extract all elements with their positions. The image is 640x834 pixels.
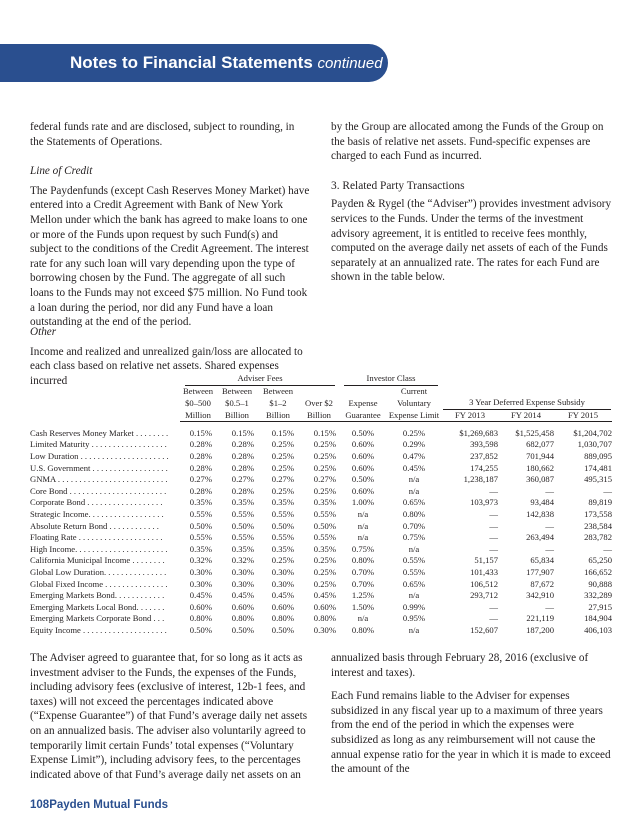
group-adviser-label: Adviser Fees xyxy=(185,373,335,386)
table-cell: 0.15% xyxy=(231,427,254,438)
table-cell: 174,481 xyxy=(584,462,612,473)
table-cell: 0.55% xyxy=(402,555,426,566)
table-cell: 0.45% xyxy=(231,590,254,601)
table-cell: — xyxy=(545,601,554,612)
paragraph-liability: Each Fund remains liable to the Adviser for expenses subsidized in any fiscal year up to a maximum of three years from the end of the period in which the expenses were subsidized as long as any reimbursement will not cause the annual expense ratio for the year in which it is made to exceed the amount of the xyxy=(331,690,611,776)
table-cell: 0.80% xyxy=(351,624,375,635)
col-header: Expense xyxy=(348,398,378,409)
table-cell: 0.65% xyxy=(402,578,426,589)
table-cell: 187,200 xyxy=(526,624,554,635)
table-cell: 682,077 xyxy=(526,439,554,450)
table-cell: — xyxy=(545,543,554,554)
table-cell: 0.32% xyxy=(231,555,254,566)
table-cell: 0.30% xyxy=(313,624,336,635)
table-cell: n/a xyxy=(408,485,420,496)
fund-name-cell: Floating Rate . . . . . . . . . . . . . . . . . . . . xyxy=(30,532,163,543)
table-cell: 0.60% xyxy=(351,485,375,496)
table-cell: 0.25% xyxy=(271,462,294,473)
table-cell: 0.50% xyxy=(351,427,375,438)
table-cell: — xyxy=(489,613,498,624)
table-cell: 0.29% xyxy=(402,439,426,450)
table-cell: n/a xyxy=(357,532,369,543)
table-cell: 701,944 xyxy=(526,451,554,462)
table-cell: 180,662 xyxy=(526,462,554,473)
table-cell: 0.27% xyxy=(271,474,294,485)
fund-name-cell: Cash Reserves Money Market . . . . . . . . xyxy=(30,427,169,438)
table-cell: 0.45% xyxy=(402,462,426,473)
table-cell: 0.25% xyxy=(313,485,336,496)
table-row xyxy=(30,567,612,579)
table-row xyxy=(30,474,612,486)
table-cell: $1,204,702 xyxy=(573,427,612,438)
table-cell: 0.28% xyxy=(189,451,212,462)
table-cell: 0.30% xyxy=(231,567,254,577)
footer-title: Payden Mutual Funds xyxy=(49,799,169,811)
left-column-bottom xyxy=(30,651,310,782)
table-cell: 0.75% xyxy=(402,532,426,543)
table-cell: 0.80% xyxy=(351,555,375,566)
col-header: Guarantee xyxy=(340,410,386,422)
fund-name-cell: Emerging Markets Corporate Bond . . . xyxy=(30,613,165,624)
table-col-header-row-1 xyxy=(30,386,612,398)
table-cell: 0.60% xyxy=(351,462,375,473)
table-cell: 221,119 xyxy=(526,613,554,624)
table-cell: 0.28% xyxy=(231,451,254,462)
table-cell: 0.28% xyxy=(231,439,254,450)
table-cell: 0.80% xyxy=(313,613,336,624)
table-cell: — xyxy=(545,485,554,496)
table-cell: 0.50% xyxy=(231,624,254,635)
header-banner xyxy=(0,44,388,82)
fund-name-cell: Global Low Duration. . . . . . . . . . . . . . . xyxy=(30,567,167,577)
table-cell: 0.45% xyxy=(313,590,336,601)
table-col-header-row-2 xyxy=(30,397,612,410)
table-cell: 1,030,707 xyxy=(577,439,612,450)
table-cell: 1,238,187 xyxy=(463,474,498,485)
table-cell: — xyxy=(603,485,612,496)
table-cell: 1.50% xyxy=(351,601,375,612)
table-cell: 166,652 xyxy=(584,567,612,577)
table-cell: 293,712 xyxy=(470,590,498,601)
table-cell: — xyxy=(545,520,554,531)
table-cell: 0.30% xyxy=(271,578,294,589)
table-cell: 93,484 xyxy=(530,497,554,508)
table-cell: 106,512 xyxy=(470,578,498,589)
table-cell: n/a xyxy=(408,590,420,601)
table-cell: 0.15% xyxy=(189,427,212,438)
table-cell: — xyxy=(489,520,498,531)
table-cell: 0.55% xyxy=(313,532,336,543)
left-column-top xyxy=(30,120,310,330)
table-row xyxy=(30,602,612,614)
table-cell: n/a xyxy=(408,543,420,554)
fund-name-cell: Strategic Income. . . . . . . . . . . . . . . . . . xyxy=(30,509,164,520)
fund-name-cell: High Income. . . . . . . . . . . . . . . . . . . . . . xyxy=(30,543,168,554)
paragraph-annualized: annualized basis through February 28, 2016 (exclusive of interest and taxes). xyxy=(331,652,589,679)
fund-name-cell: GNMA . . . . . . . . . . . . . . . . . . . . . . . . . . xyxy=(30,474,168,485)
table-cell: 342,910 xyxy=(526,590,554,601)
group-investor-label: Investor Class xyxy=(344,373,438,386)
page-number: 108 xyxy=(30,799,50,811)
table-row xyxy=(30,579,612,591)
table-cell: 0.50% xyxy=(189,520,212,531)
table-cell: 0.80% xyxy=(402,509,426,520)
table-row xyxy=(30,509,612,521)
table-cell: 0.35% xyxy=(231,543,254,554)
table-cell: 65,834 xyxy=(530,555,554,566)
table-cell: 0.50% xyxy=(189,624,212,635)
table-cell: 0.30% xyxy=(271,567,294,577)
table-col-header-row-3 xyxy=(30,410,612,422)
table-cell: 237,852 xyxy=(470,451,498,462)
fee-table xyxy=(30,373,612,637)
fund-name-cell: Limited Maturity . . . . . . . . . . . . . . . . . . xyxy=(30,439,167,450)
table-cell: 0.45% xyxy=(189,590,212,601)
table-cell: 0.80% xyxy=(189,613,212,624)
col-header: $0.5–1 xyxy=(225,398,249,409)
table-cell: 0.28% xyxy=(189,485,212,496)
table-cell: 0.55% xyxy=(271,509,294,520)
table-cell: 0.80% xyxy=(231,613,254,624)
table-cell: 0.25% xyxy=(313,451,336,462)
table-cell: 89,819 xyxy=(588,497,612,508)
fund-name-cell: Absolute Return Bond . . . . . . . . . . . . xyxy=(30,520,159,531)
table-cell: 0.35% xyxy=(189,543,212,554)
heading-line-of-credit: Line of Credit xyxy=(30,165,93,178)
table-cell: 0.35% xyxy=(271,543,294,554)
table-cell: 0.25% xyxy=(313,567,336,577)
table-cell: 0.45% xyxy=(271,590,294,601)
table-cell: 101,433 xyxy=(470,567,498,577)
table-row xyxy=(30,521,612,533)
table-cell: 0.60% xyxy=(271,601,294,612)
title-continued: continued xyxy=(317,55,383,72)
table-cell: 142,838 xyxy=(526,509,554,520)
paragraph-expense-guarantee: The Adviser agreed to guarantee that, for so long as it acts as investment adviser to the Funds, the expenses of the Funds, including advisory fees (exclusive of interest, 12b-1 fees, and taxes) will not exceed the percentages indicated above (“Expense Guarantee”) of that Fund’s average daily net assets on an annualized basis. The adviser also voluntarily agreed to temporarily limit certain Funds’ total expenses (“Voluntary Expense Limit”), including advisory fees, to the percentages indicated above of that Fund’s average daily net assets on an xyxy=(30,652,308,781)
table-cell: — xyxy=(489,543,498,554)
table-cell: 0.25% xyxy=(402,427,426,438)
table-cell: 174,255 xyxy=(470,462,498,473)
table-cell: 0.25% xyxy=(271,555,294,566)
table-cell: — xyxy=(489,509,498,520)
table-cell: — xyxy=(489,532,498,543)
table-row xyxy=(30,428,612,440)
table-cell: 0.60% xyxy=(351,451,375,462)
col-header: Between xyxy=(262,385,294,396)
table-row xyxy=(30,555,612,567)
table-cell: $1,525,458 xyxy=(515,427,554,438)
table-cell: 0.27% xyxy=(189,474,212,485)
fund-name-cell: Emerging Markets Local Bond. . . . . . . xyxy=(30,601,165,612)
table-cell: 0.55% xyxy=(271,532,294,543)
table-cell: 0.60% xyxy=(351,439,375,450)
table-cell: 27,915 xyxy=(588,601,612,612)
table-cell: 238,584 xyxy=(584,520,612,531)
table-cell: 0.27% xyxy=(231,474,254,485)
table-cell: 87,672 xyxy=(530,578,554,589)
table-cell: 0.35% xyxy=(313,543,336,554)
table-cell: — xyxy=(489,485,498,496)
paragraph-related-party: Payden & Rygel (the “Adviser”) provides investment advisory services to the Funds. Under the terms of the investment advisory agreement, it is entitled to receive fees monthly, computed on the average daily net assets of each of the Funds separately at an annualized rate. The rates for each Fund are shown in the table below. xyxy=(331,198,612,284)
col-header: FY 2013 xyxy=(442,410,498,422)
table-row xyxy=(30,497,612,509)
table-cell: 495,315 xyxy=(584,474,612,485)
table-cell: 0.65% xyxy=(402,497,426,508)
table-cell: 0.55% xyxy=(189,532,212,543)
table-cell: 103,973 xyxy=(470,497,498,508)
table-cell: 0.99% xyxy=(402,601,426,612)
table-cell: 0.55% xyxy=(402,567,426,577)
col-header: Between xyxy=(182,385,214,396)
table-cell: 406,103 xyxy=(584,624,612,635)
table-cell: 889,095 xyxy=(584,451,612,462)
table-cell: 0.70% xyxy=(402,520,426,531)
table-cell: 0.28% xyxy=(231,462,254,473)
table-cell: 0.25% xyxy=(271,439,294,450)
table-row xyxy=(30,625,612,637)
table-cell: 65,250 xyxy=(588,555,612,566)
col-header: Billion xyxy=(298,410,340,422)
table-cell: 0.35% xyxy=(313,497,336,508)
table-cell: 0.15% xyxy=(313,427,336,438)
table-cell: 0.25% xyxy=(313,578,336,589)
table-cell: 184,904 xyxy=(584,613,612,624)
col-header: $0–500 xyxy=(185,398,211,409)
table-row xyxy=(30,486,612,498)
page-footer xyxy=(30,799,168,811)
table-cell: 0.80% xyxy=(271,613,294,624)
paragraph-other: Income and realized and unrealized gain/loss are allocated to each class based on relative net assets. Shared expenses incurred xyxy=(30,345,303,387)
group-header-deferred xyxy=(442,397,612,410)
group-header-adviser xyxy=(180,373,340,386)
paragraph-line-of-credit: The Paydenfunds (except Cash Reserves Money Market) have entered into a Credit Agreement with Bank of New York Mellon under which the bank has agreed to make loans to one or more of the Funds upon request by such Fund(s) and subject to the conditions of the Credit Agreement. The interest rate for any such loan will vary depending upon the type of borrowing chosen by the Fund. The aggregate of all such loans to the Funds may not exceed $75 million. No Fund took a loan during the period, nor did any Fund have a loan outstanding at the end of the period. xyxy=(30,184,310,329)
table-cell: 0.55% xyxy=(231,532,254,543)
table-cell: 0.47% xyxy=(402,451,426,462)
table-row xyxy=(30,613,612,625)
table-cell: 0.28% xyxy=(189,462,212,473)
table-row xyxy=(30,463,612,475)
table-cell: 283,782 xyxy=(584,532,612,543)
group-header-investor xyxy=(340,373,442,386)
table-cell: 0.55% xyxy=(189,509,212,520)
table-cell: 0.30% xyxy=(231,578,254,589)
col-header: Expense Limit xyxy=(386,410,442,422)
table-cell: 0.50% xyxy=(351,474,375,485)
col-header: FY 2014 xyxy=(498,410,554,422)
paragraph-intro: federal funds rate and are disclosed, subject to rounding, in the Statements of Operations. xyxy=(30,121,295,148)
fund-name-cell: U.S. Government . . . . . . . . . . . . . . . . . . xyxy=(30,462,168,473)
fund-name-cell: Core Bond . . . . . . . . . . . . . . . . . . . . . . . xyxy=(30,485,167,496)
fund-name-cell: Low Duration . . . . . . . . . . . . . . . . . . . . . xyxy=(30,451,169,462)
table-cell: — xyxy=(603,543,612,554)
heading-other: Other xyxy=(30,326,57,338)
table-cell: 0.35% xyxy=(271,497,294,508)
table-cell: 0.95% xyxy=(402,613,426,624)
right-column-bottom xyxy=(331,651,613,777)
table-cell: 0.50% xyxy=(271,520,294,531)
table-cell: 0.60% xyxy=(313,601,336,612)
table-cell: 0.55% xyxy=(231,509,254,520)
fund-name-cell: Global Fixed Income . . . . . . . . . . . . . . . xyxy=(30,578,168,589)
page-title xyxy=(70,53,383,73)
table-cell: 1.00% xyxy=(351,497,375,508)
table-cell: 0.28% xyxy=(189,439,212,450)
fund-name-cell: Emerging Markets Bond. . . . . . . . . . . . xyxy=(30,590,165,601)
table-cell: n/a xyxy=(357,509,369,520)
table-cell: 360,087 xyxy=(526,474,554,485)
table-cell: 0.50% xyxy=(271,624,294,635)
col-header: Over $2 xyxy=(305,398,333,409)
table-cell: 0.25% xyxy=(313,439,336,450)
col-header: Between xyxy=(221,385,253,396)
col-header: Billion xyxy=(258,410,298,422)
table-cell: 0.70% xyxy=(351,578,375,589)
group-deferred-label: 3 Year Deferred Expense Subsidy xyxy=(443,397,611,410)
table-cell: 0.60% xyxy=(231,601,254,612)
table-cell: 177,907 xyxy=(526,567,554,577)
table-body xyxy=(30,428,612,637)
table-cell: 0.25% xyxy=(313,555,336,566)
col-header: Million xyxy=(180,410,216,422)
table-cell: $1,269,683 xyxy=(459,427,498,438)
fund-name-cell: Equity Income . . . . . . . . . . . . . . . . . . . . xyxy=(30,624,167,635)
table-cell: 0.25% xyxy=(271,451,294,462)
table-cell: 263,494 xyxy=(526,532,554,543)
table-cell: 173,558 xyxy=(584,509,612,520)
table-cell: 0.50% xyxy=(313,520,336,531)
col-header: Voluntary xyxy=(397,398,431,409)
table-cell: 0.35% xyxy=(189,497,212,508)
col-header: Current xyxy=(400,385,428,396)
table-cell: 332,289 xyxy=(584,590,612,601)
table-cell: 0.25% xyxy=(271,485,294,496)
table-cell: 1.25% xyxy=(351,590,375,601)
table-cell: n/a xyxy=(408,624,420,635)
table-cell: 152,607 xyxy=(470,624,498,635)
table-cell: 0.35% xyxy=(231,497,254,508)
table-cell: n/a xyxy=(408,474,420,485)
table-cell: 0.25% xyxy=(313,462,336,473)
table-row xyxy=(30,532,612,544)
table-cell: 0.75% xyxy=(351,543,375,554)
col-header: FY 2015 xyxy=(554,410,612,422)
col-header: Billion xyxy=(216,410,258,422)
table-cell: 0.32% xyxy=(189,555,212,566)
table-cell: 0.15% xyxy=(271,427,294,438)
table-row xyxy=(30,451,612,463)
table-cell: n/a xyxy=(357,613,369,624)
heading-related-party: 3. Related Party Transactions xyxy=(331,179,465,192)
table-row xyxy=(30,590,612,602)
table-cell: 0.30% xyxy=(189,567,212,577)
col-header: $1–2 xyxy=(269,398,287,409)
paragraph-right-intro: by the Group are allocated among the Funds of the Group on the basis of relative net assets. Fund-specific expenses are charged to each Fund as incurred. xyxy=(331,121,604,163)
table-cell: n/a xyxy=(357,520,369,531)
fund-name-cell: Corporate Bond . . . . . . . . . . . . . . . . . . xyxy=(30,497,163,508)
table-cell: 0.55% xyxy=(313,509,336,520)
table-cell: 393,598 xyxy=(470,439,498,450)
table-cell: 0.50% xyxy=(231,520,254,531)
table-cell: — xyxy=(489,601,498,612)
table-cell: 51,157 xyxy=(474,555,498,566)
table-row xyxy=(30,439,612,451)
title-text: Notes to Financial Statements xyxy=(70,53,313,72)
table-cell: 0.70% xyxy=(351,567,375,577)
table-group-header-row xyxy=(30,373,612,386)
table-cell: 0.27% xyxy=(313,474,336,485)
table-cell: 0.60% xyxy=(189,601,212,612)
table-cell: 0.30% xyxy=(189,578,212,589)
fund-name-cell: California Municipal Income . . . . . . . . xyxy=(30,555,165,566)
table-cell: 0.28% xyxy=(231,485,254,496)
table-cell: 90,888 xyxy=(588,578,612,589)
right-column-top xyxy=(331,120,613,285)
table-row xyxy=(30,544,612,556)
